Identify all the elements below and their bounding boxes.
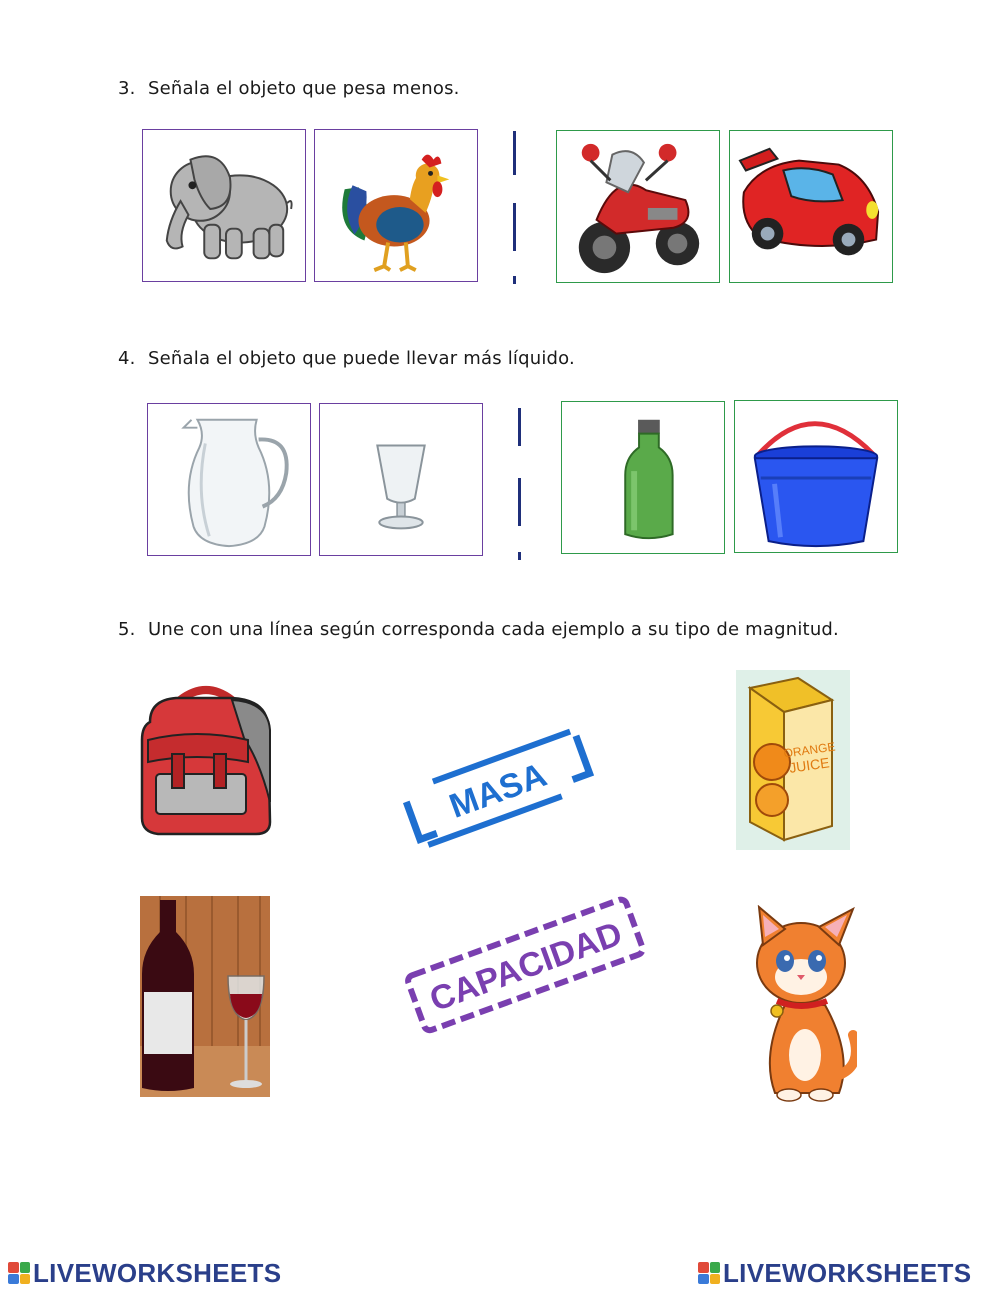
bottle-option[interactable] bbox=[561, 401, 725, 554]
rooster-icon bbox=[315, 130, 477, 281]
question-number: 5. bbox=[118, 619, 136, 640]
juice-carton-icon bbox=[736, 670, 850, 850]
pitcher-icon bbox=[148, 404, 310, 555]
divider-dash bbox=[513, 203, 516, 251]
pitcher-option[interactable] bbox=[147, 403, 311, 556]
brand-name: LIVEWORKSHEETS bbox=[723, 1257, 972, 1288]
motorcycle-option[interactable] bbox=[556, 130, 720, 283]
question-5 bbox=[118, 619, 839, 640]
cat-icon bbox=[745, 905, 857, 1105]
divider-dash bbox=[518, 552, 521, 560]
rooster-option[interactable] bbox=[314, 129, 478, 282]
question-text: Señala el objeto que puede llevar más líquido. bbox=[148, 348, 575, 369]
brand-logo-icon bbox=[8, 1262, 30, 1284]
juice-carton-image[interactable] bbox=[736, 670, 850, 850]
question-number: 3. bbox=[118, 78, 136, 99]
elephant-option[interactable] bbox=[142, 129, 306, 282]
masa-label: MASA bbox=[444, 755, 552, 826]
question-text: Une con una línea según corresponda cada ejemplo a su tipo de magnitud. bbox=[148, 619, 839, 640]
footer-logo-left bbox=[8, 1258, 281, 1288]
question-3 bbox=[118, 78, 460, 99]
brand-name: LIVEWORKSHEETS bbox=[33, 1257, 282, 1288]
bucket-option[interactable] bbox=[734, 400, 898, 553]
brand-logo-icon bbox=[698, 1262, 720, 1284]
question-number: 4. bbox=[118, 348, 136, 369]
divider-dash bbox=[513, 276, 516, 284]
capacidad-stamp[interactable] bbox=[395, 882, 655, 1047]
car-option[interactable] bbox=[729, 130, 893, 283]
motorcycle-icon bbox=[557, 131, 719, 282]
backpack-icon bbox=[136, 682, 276, 838]
wine-bottle-glass-icon bbox=[140, 896, 270, 1097]
footer-logo-right bbox=[698, 1258, 971, 1288]
carton-text-orange: ORANGE bbox=[782, 739, 837, 761]
question-4 bbox=[118, 348, 575, 369]
backpack-image[interactable] bbox=[136, 682, 276, 838]
car-icon bbox=[730, 131, 892, 282]
divider-dash bbox=[518, 478, 521, 526]
carton-text-juice: JUICE bbox=[788, 754, 831, 776]
elephant-icon bbox=[143, 130, 305, 281]
green-bottle-icon bbox=[562, 402, 724, 553]
cat-image[interactable] bbox=[745, 905, 857, 1105]
capacidad-label: CAPACIDAD bbox=[424, 914, 628, 1020]
question-text: Señala el objeto que pesa menos. bbox=[148, 78, 460, 99]
divider-dash bbox=[518, 408, 521, 446]
blue-bucket-icon bbox=[735, 401, 897, 552]
divider-dash bbox=[513, 131, 516, 175]
glass-option[interactable] bbox=[319, 403, 483, 556]
wine-glass-icon bbox=[320, 404, 482, 555]
wine-image[interactable] bbox=[140, 896, 270, 1097]
masa-stamp[interactable] bbox=[385, 712, 610, 864]
